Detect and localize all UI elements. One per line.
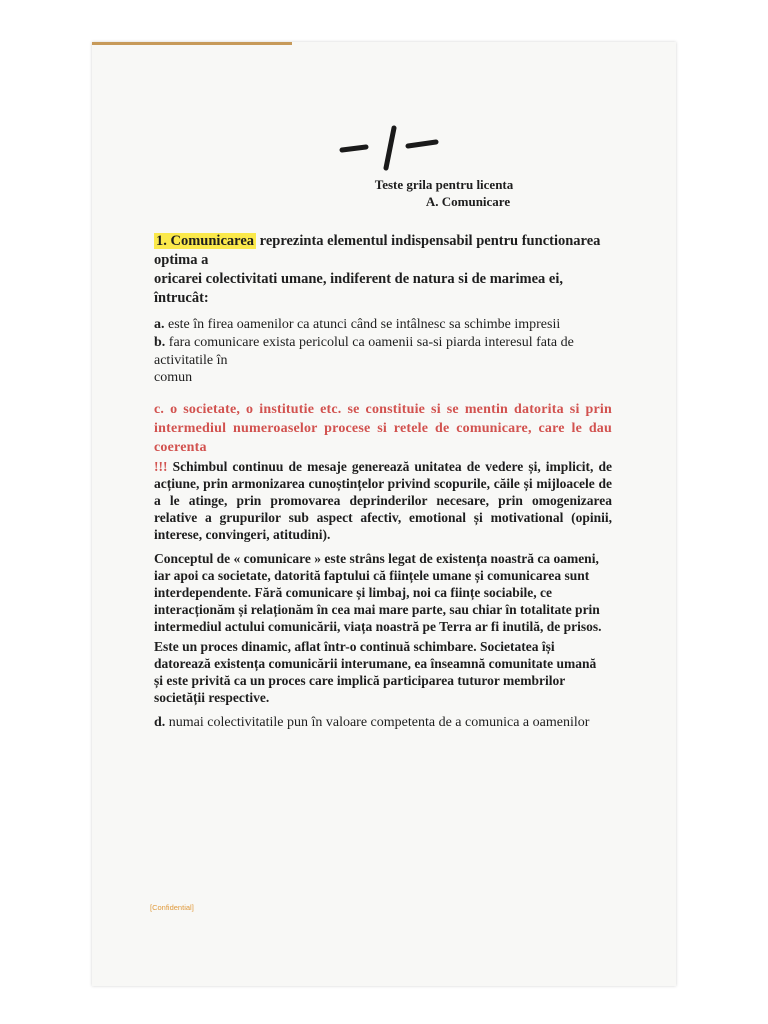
header-title: Teste grila pentru licenta xyxy=(374,177,514,192)
paper-top-edge xyxy=(92,42,292,45)
question-text-line2: optima a xyxy=(154,252,209,268)
question-1 xyxy=(154,232,612,308)
explanation-paragraph-3: Este un proces dinamic, aflat într-o continuă schimbare. Societatea își datorează existența comunicării interumane, ea înseamnă comunitate umană și este privită ca un proces care implică participarea tuturor membrilor societății respective. xyxy=(154,639,597,705)
explanation-paragraph-1: !!! Schimbul continuu de mesaje generează unitatea de vedere și, implicit, de acțiune, prin armonizarea cunoștințelor privind scopurile, căile și mijloacele de a le atinge, prin promovarea deprinderilor necesare, prin omogenizarea relative a grupurilor sub aspect afectiv, emotional și motivational (opinii, interese, convingeri, atitudini). xyxy=(154,459,612,542)
option-a: a. este în firea oamenilor ca atunci când se intâlnesc sa schimbe impresii xyxy=(154,317,561,332)
explanation-paragraph-2: Conceptul de « comunicare » este strâns legat de existența noastră ca oameni, iar apoi ca societate, datorită faptului că ființele umane și comunicarea sunt interdependente. Fără comunicare și limbaj, noi ca ființe sociabile, ce interacționăm și relaționăm în cea mai mare parte, sau chiar în totalitate prin intermediul actului comunicării, viața noastră pe Terra ar fi inutilă, de prisos. xyxy=(154,551,602,634)
document-page xyxy=(92,42,676,986)
header-section: A. Comunicare xyxy=(425,194,511,209)
question-text-line1: reprezinta elementul indispensabil pentru functionarea xyxy=(259,233,601,249)
highlighted-keyword: 1. Comunicarea xyxy=(156,233,255,249)
attention-marker: !!! xyxy=(154,459,168,474)
page-header xyxy=(294,176,594,210)
option-c-correct-answer: c. o societate, o institutie etc. se constituie si se mentin datorita si prin intermediul numeroaselor procese si retele de comunicare, care le dau coerenta xyxy=(154,402,612,455)
confidential-label: [Confidential] xyxy=(150,903,194,912)
option-b: b. fara comunicare exista pericolul ca oamenii sa-si piarda interesul fata de activitatile în comun xyxy=(154,335,574,385)
question-text-line3: oricarei colectivitati umane, indiferent de natura si de marimea ei, întrucât: xyxy=(154,271,564,306)
handwritten-page-mark xyxy=(336,120,446,172)
option-d: d. numai colectivitatile pun în valoare competenta de a comunica a oamenilor xyxy=(154,715,590,730)
